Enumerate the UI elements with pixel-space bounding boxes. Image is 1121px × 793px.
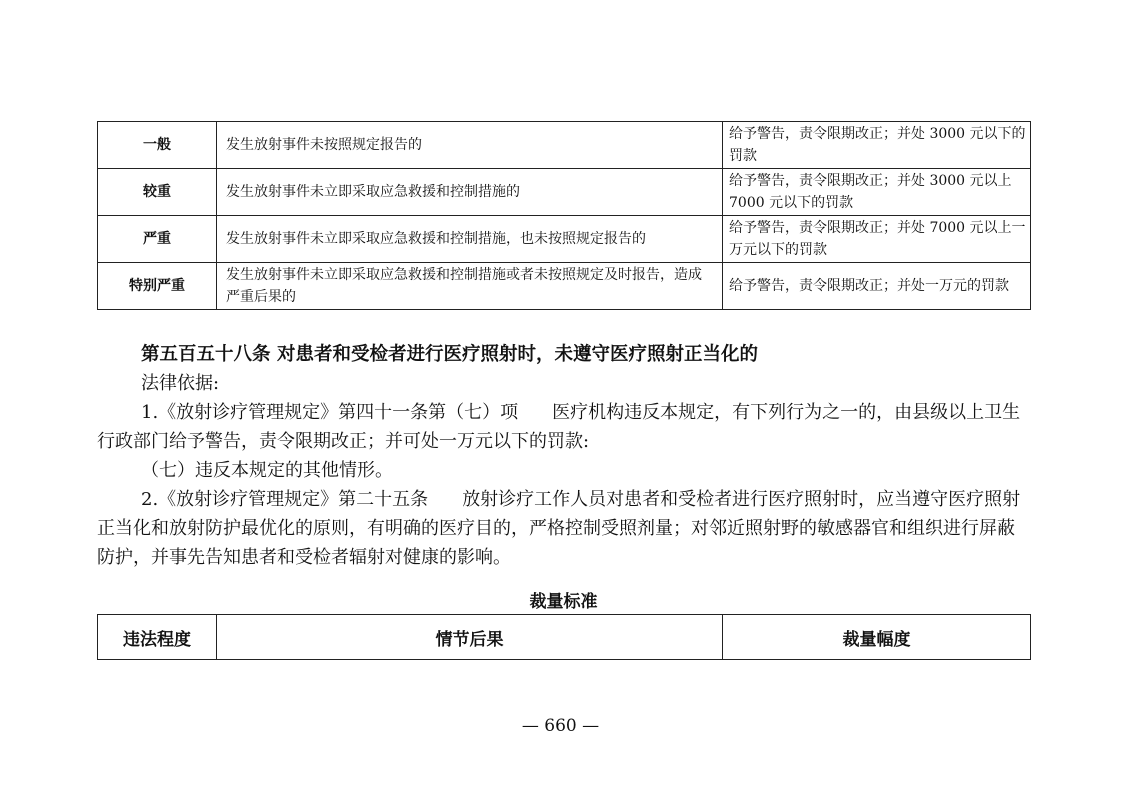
table-row: [98, 169, 1031, 216]
legal-basis-item-1: [97, 398, 1032, 456]
header-penalty-range: 裁量幅度: [723, 615, 1031, 660]
circumstance-cell: 发生放射事件未立即采取应急救援和控制措施的: [217, 169, 723, 216]
legal-basis-label: 法律依据:: [141, 373, 220, 394]
standard-caption: 裁量标准: [529, 592, 598, 611]
item1-reference: 1.《放射诊疗管理规定》第四十一条第（七）项: [141, 402, 519, 423]
standard-header-table: [97, 614, 1031, 660]
table-header-row: [98, 615, 1031, 660]
severity-level: 较重: [98, 169, 217, 216]
circumstance-cell: 发生放射事件未立即采取应急救援和控制措施或者未按照规定及时报告，造成严重后果的: [217, 263, 723, 310]
severity-level: 特别严重: [98, 263, 217, 310]
circumstance-cell: 发生放射事件未立即采取应急救援和控制措施，也未按照规定报告的: [217, 216, 723, 263]
item2-text: 放射诊疗工作人员对患者和受检者进行医疗照射时，应当遵守医疗照射正当化和放射防护最优化的原则，有明确的医疗目的，严格控制受照剂量；对邻近照射野的敏感器官和组织进行屏蔽防护，并事先告知患者和受检者辐射对健康的影响。: [97, 489, 1021, 568]
penalty-cell: 给予警告，责令限期改正；并处 3000 元以下的罚款: [723, 122, 1031, 169]
page-number: — 660 —: [521, 716, 600, 736]
article-title: 第五百五十八条 对患者和受检者进行医疗照射时，未遵守医疗照射正当化的: [141, 344, 758, 365]
header-severity: 违法程度: [98, 615, 217, 660]
severity-level: 一般: [98, 122, 217, 169]
item2-reference: 2.《放射诊疗管理规定》第二十五条: [141, 489, 429, 510]
severity-level: 严重: [98, 216, 217, 263]
article-body: [97, 369, 1032, 572]
table-row: [98, 263, 1031, 310]
legal-basis-item-1-sub: （七）违反本规定的其他情形。: [141, 460, 393, 481]
penalty-table: [97, 121, 1031, 310]
penalty-cell: 给予警告，责令限期改正；并处 3000 元以上 7000 元以下的罚款: [723, 169, 1031, 216]
penalty-cell: 给予警告，责令限期改正；并处一万元的罚款: [723, 263, 1031, 310]
penalty-cell: 给予警告，责令限期改正；并处 7000 元以上一万元以下的罚款: [723, 216, 1031, 263]
legal-basis-item-2: [97, 485, 1032, 572]
header-circumstance: 情节后果: [217, 615, 723, 660]
table-row: [98, 122, 1031, 169]
circumstance-cell: 发生放射事件未按照规定报告的: [217, 122, 723, 169]
table-row: [98, 216, 1031, 263]
item1-text: 医疗机构违反本规定，有下列行为之一的，由县级以上卫生行政部门给予警告，责令限期改正；并可处一万元以下的罚款:: [97, 402, 1021, 452]
